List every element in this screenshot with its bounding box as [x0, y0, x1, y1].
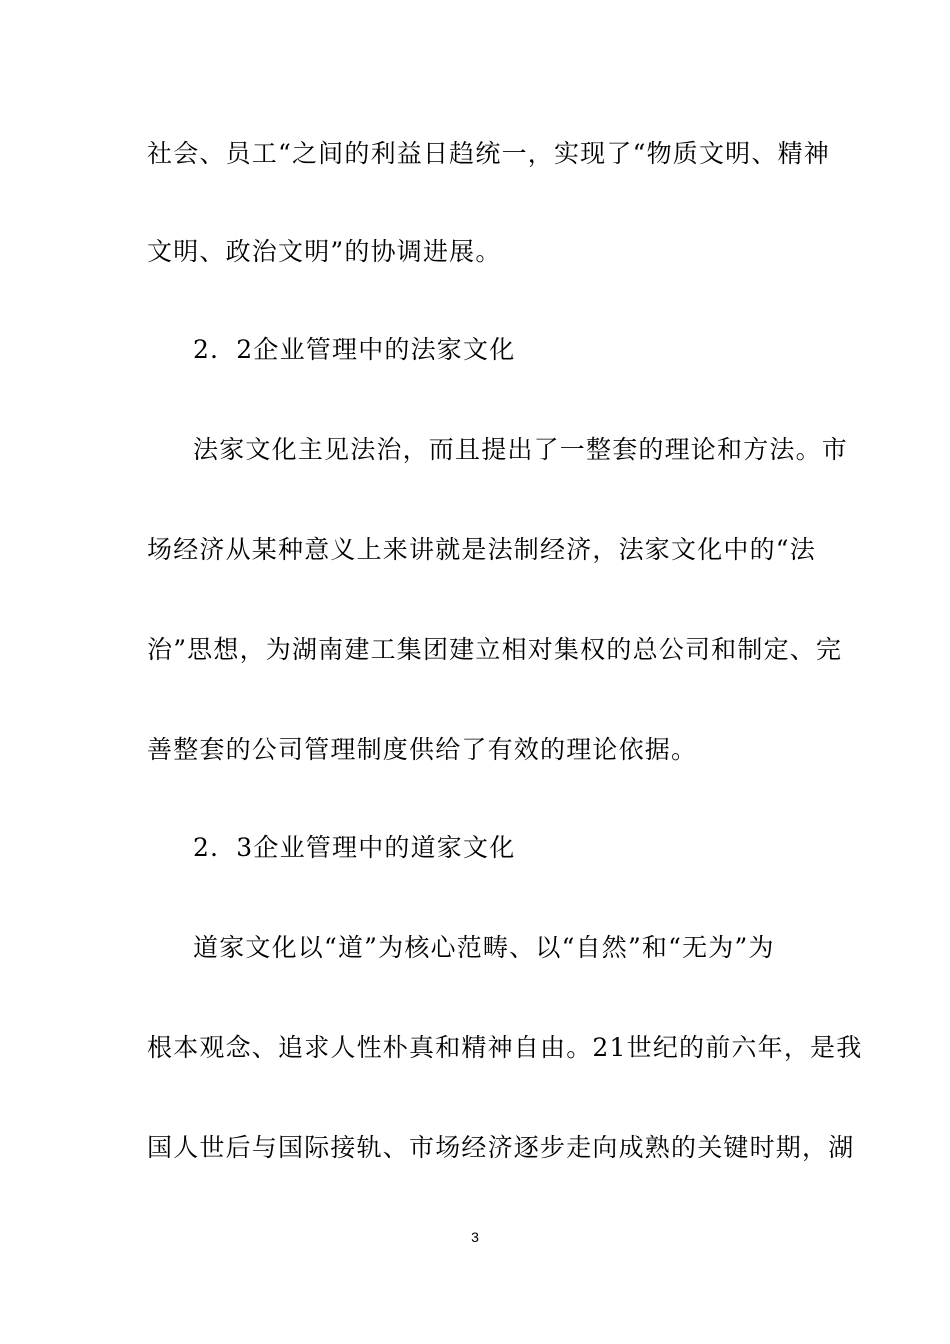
body-text-line: 社会、员工“之间的利益日趋统一，实现了“物质文明、精神: [147, 139, 830, 168]
page-number: 3: [471, 1229, 479, 1245]
body-text-line: 国人世后与国际接轨、市场经济逐步走向成熟的关键时期，湖: [147, 1133, 855, 1162]
body-text-line: 根本观念、追求人性朴真和精神自由。21世纪的前六年，是我: [147, 1033, 863, 1062]
body-text-line: 治”思想，为湖南建工集团建立相对集权的总公司和制定、完: [147, 635, 843, 664]
body-text-line: 道家文化以“道”为核心范畴、以“自然”和“无为”为: [193, 933, 775, 962]
body-text-line: 善整套的公司管理制度供给了有效的理论依据。: [147, 735, 698, 764]
section-heading-2-2: 2．2企业管理中的法家文化: [193, 335, 516, 364]
body-text-line: 法家文化主见法治，而且提出了一整套的理论和方法。市: [193, 435, 849, 464]
body-text-line: 文明、政治文明”的协调进展。: [147, 237, 502, 266]
section-heading-2-3: 2．3企业管理中的道家文化: [193, 833, 516, 862]
body-text-line: 场经济从某种意义上来讲就是法制经济，法家文化中的“法: [147, 535, 816, 564]
